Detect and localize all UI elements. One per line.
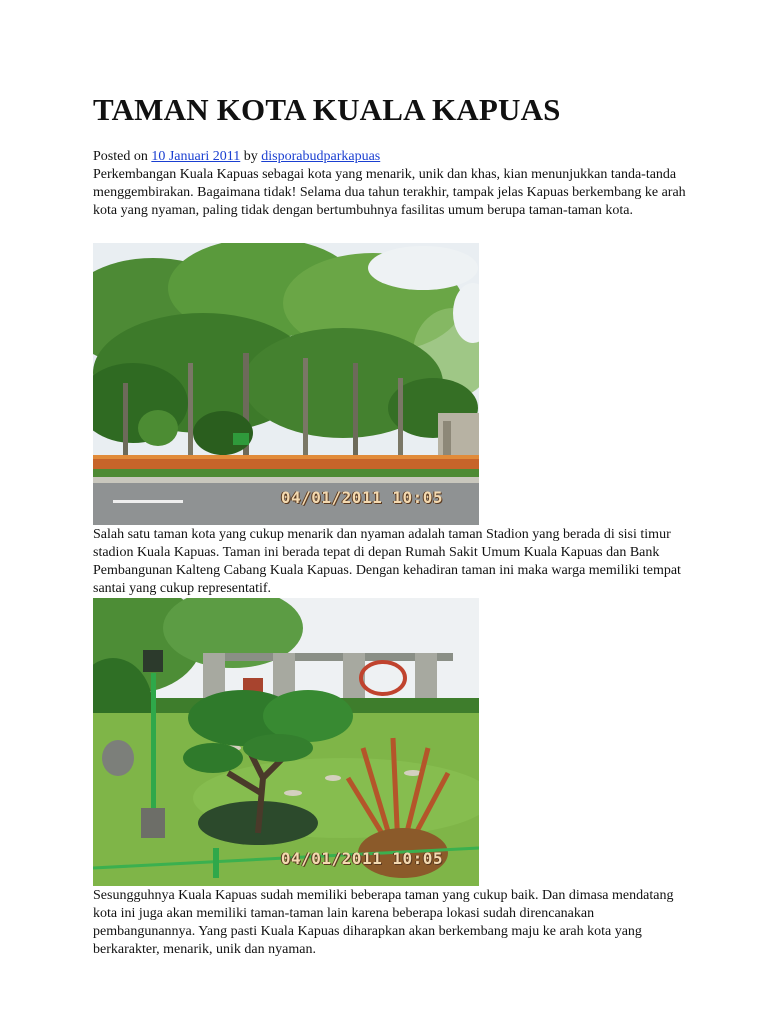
photo-timestamp: 04/01/2011 10:05	[280, 849, 443, 868]
paragraph-stadion-park: Salah satu taman kota yang cukup menarik dan nyaman adalah taman Stadion yang berada di sisi timur stadion Kuala Kapuas. Taman ini berada tepat di depan Rumah Sakit Umum Kuala Kapuas dan Bank Pembangunan Kalteng Cabang Kuala Kapuas. Dengan kehadiran taman ini maka warga memiliki tempat santai yang cukup representatif.	[93, 527, 681, 596]
posted-on-label: Posted on	[93, 149, 148, 164]
post-date-link[interactable]: 10 Januari 2011	[151, 149, 241, 164]
park-street-photo	[93, 243, 479, 525]
paragraph-intro: Perkembangan Kuala Kapuas sebagai kota yang menarik, unik dan khas, kian menunjukkan tanda-tanda menggembirakan. Bagaimana tidak! Selama dua tahun terakhir, tampak jelas Kapuas berkembang ke arah kota yang nyaman, paling tidak dengan bertumbuhnya fasilitas umum berupa taman-taman kota.	[93, 167, 686, 218]
photo-timestamp: 04/01/2011 10:05	[280, 488, 443, 507]
paragraph-future-parks: Sesungguhnya Kuala Kapuas sudah memiliki beberapa taman yang cukup baik. Dan dimasa mendatang kota ini juga akan memiliki taman-taman lain karena beberapa lokasi sudah direncanakan pembangunannya. Yang pasti Kuala Kapuas diharapkan akan berkembang maju ke arah kota yang berkarakter, menarik, unik dan nyaman.	[93, 888, 674, 957]
post-meta	[93, 148, 380, 166]
stadion-garden-photo	[93, 598, 479, 886]
author-link[interactable]: disporabudparkapuas	[261, 149, 381, 164]
by-label: by	[243, 149, 258, 164]
article-title: TAMAN KOTA KUALA KAPUAS	[93, 92, 561, 127]
stadion-garden-image	[93, 598, 479, 886]
park-street-image	[93, 243, 479, 525]
